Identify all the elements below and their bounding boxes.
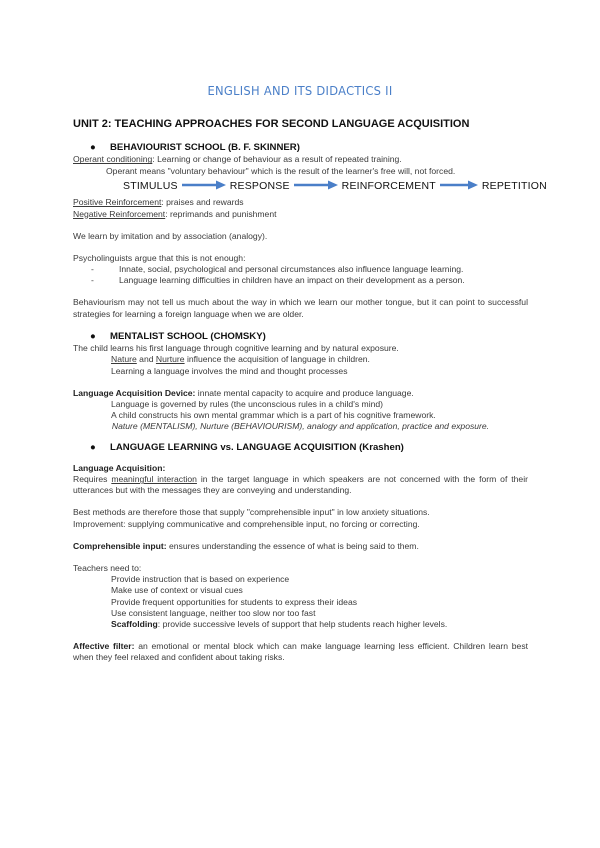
psycholinguists-intro: Psycholinguists argue that this is not enough: <box>73 252 246 263</box>
bullet-icon: ● <box>90 142 96 153</box>
flow-step: REINFORCEMENT <box>341 180 436 193</box>
document-body <box>73 142 547 663</box>
comprehensible-input: Comprehensible input: ensures understanding the essence of what is being said to them. <box>73 540 419 551</box>
flow-step: RESPONSE <box>229 180 290 193</box>
teacher-item: Provide frequent opportunities for students to express their ideas <box>111 596 358 607</box>
right-arrow-icon <box>440 180 478 195</box>
lad-line4: Nature (MENTALISM), Nurture (BEHAVIOURISM), analogy and application, practice and exposure. <box>111 421 490 432</box>
lad-definition: Language Acquisition Device: innate mental capacity to acquire and produce language. <box>73 387 414 398</box>
mentalist-line3: Learning a language involves the mind and thought processes <box>111 365 348 376</box>
psycholinguists-list <box>73 264 528 286</box>
flow-step: STIMULUS <box>123 180 178 193</box>
best-methods-line: Best methods are therefore those that supply "comprehensible input" in low anxiety situations. <box>73 507 430 518</box>
positive-reinforcement: Positive Reinforcement: praises and rewards <box>73 197 244 208</box>
improvement-line: Improvement: supplying communicative and comprehensible input, no forcing or correcting. <box>73 518 420 529</box>
teachers-intro: Teachers need to: <box>73 563 142 573</box>
operant-conditioning: Operant conditioning: Learning or change of behaviour as a result of repeated training. <box>73 154 402 165</box>
negative-reinforcement: Negative Reinforcement: reprimands and punishment <box>73 208 277 219</box>
requires-paragraph: Requires meaningful interaction in the target language in which speakers are not concerned with the form of their utterances but with the messages they are conveying and understanding. <box>73 474 528 496</box>
lad-line2: Language is governed by rules (the unconscious rules in a child's mind) <box>111 398 384 409</box>
behaviourist-heading: ● BEHAVIOURIST SCHOOL (B. F. SKINNER) <box>90 142 300 153</box>
mentalist-line1: The child learns his first language through cognitive learning and by natural exposure. <box>73 343 399 354</box>
scaffolding-item: Scaffolding: provide successive levels of support that help students reach higher levels. <box>111 618 448 629</box>
bullet-icon: ● <box>90 330 96 342</box>
behaviourism-conclusion: Behaviourism may not tell us much about the way in which we learn our mother tongue, but it can point to successful strategies for learning a foreign language when we are older. <box>73 297 528 319</box>
teacher-item: Use consistent language, neither too slow nor too fast <box>111 607 316 618</box>
right-arrow-icon <box>182 180 226 195</box>
flow-step: REPETITION <box>481 180 547 193</box>
lad-line3: A child constructs his own mental grammar which is a part of his cognitive framework. <box>111 410 436 421</box>
imitation-line: We learn by imitation and by association (analogy). <box>73 230 268 241</box>
affective-filter: Affective filter: an emotional or mental block which can make language learning less efficient. Children learn best when they feel relaxed and confident about taking risks. <box>73 641 529 663</box>
krashen-heading: ● LANGUAGE LEARNING vs. LANGUAGE ACQUISITION (Krashen) <box>90 441 404 453</box>
list-item: - Innate, social, psychological and personal circumstances also influence language learning. <box>91 264 528 275</box>
right-arrow-icon <box>294 180 338 195</box>
teacher-item: Provide instruction that is based on experience <box>111 574 290 585</box>
list-item: - Language learning difficulties in children have an impact on their development as a person. <box>91 275 528 286</box>
unit-title: UNIT 2: TEACHING APPROACHES FOR SECOND LANGUAGE ACQUISITION <box>73 118 470 130</box>
document-title: ENGLISH AND ITS DIDACTICS II <box>207 83 393 98</box>
conditioning-flow <box>123 180 547 195</box>
nature-nurture-line: Nature and Nurture influence the acquisition of language in children. <box>111 354 370 365</box>
operant-means: Operant means "voluntary behaviour" which is the result of the learner's free will, not forced. <box>106 165 456 176</box>
teacher-item: Make use of context or visual cues <box>111 585 243 596</box>
bullet-icon: ● <box>90 441 96 453</box>
mentalist-heading: ● MENTALIST SCHOOL (CHOMSKY) <box>90 330 266 342</box>
acquisition-label: Language Acquisition: <box>73 462 166 473</box>
